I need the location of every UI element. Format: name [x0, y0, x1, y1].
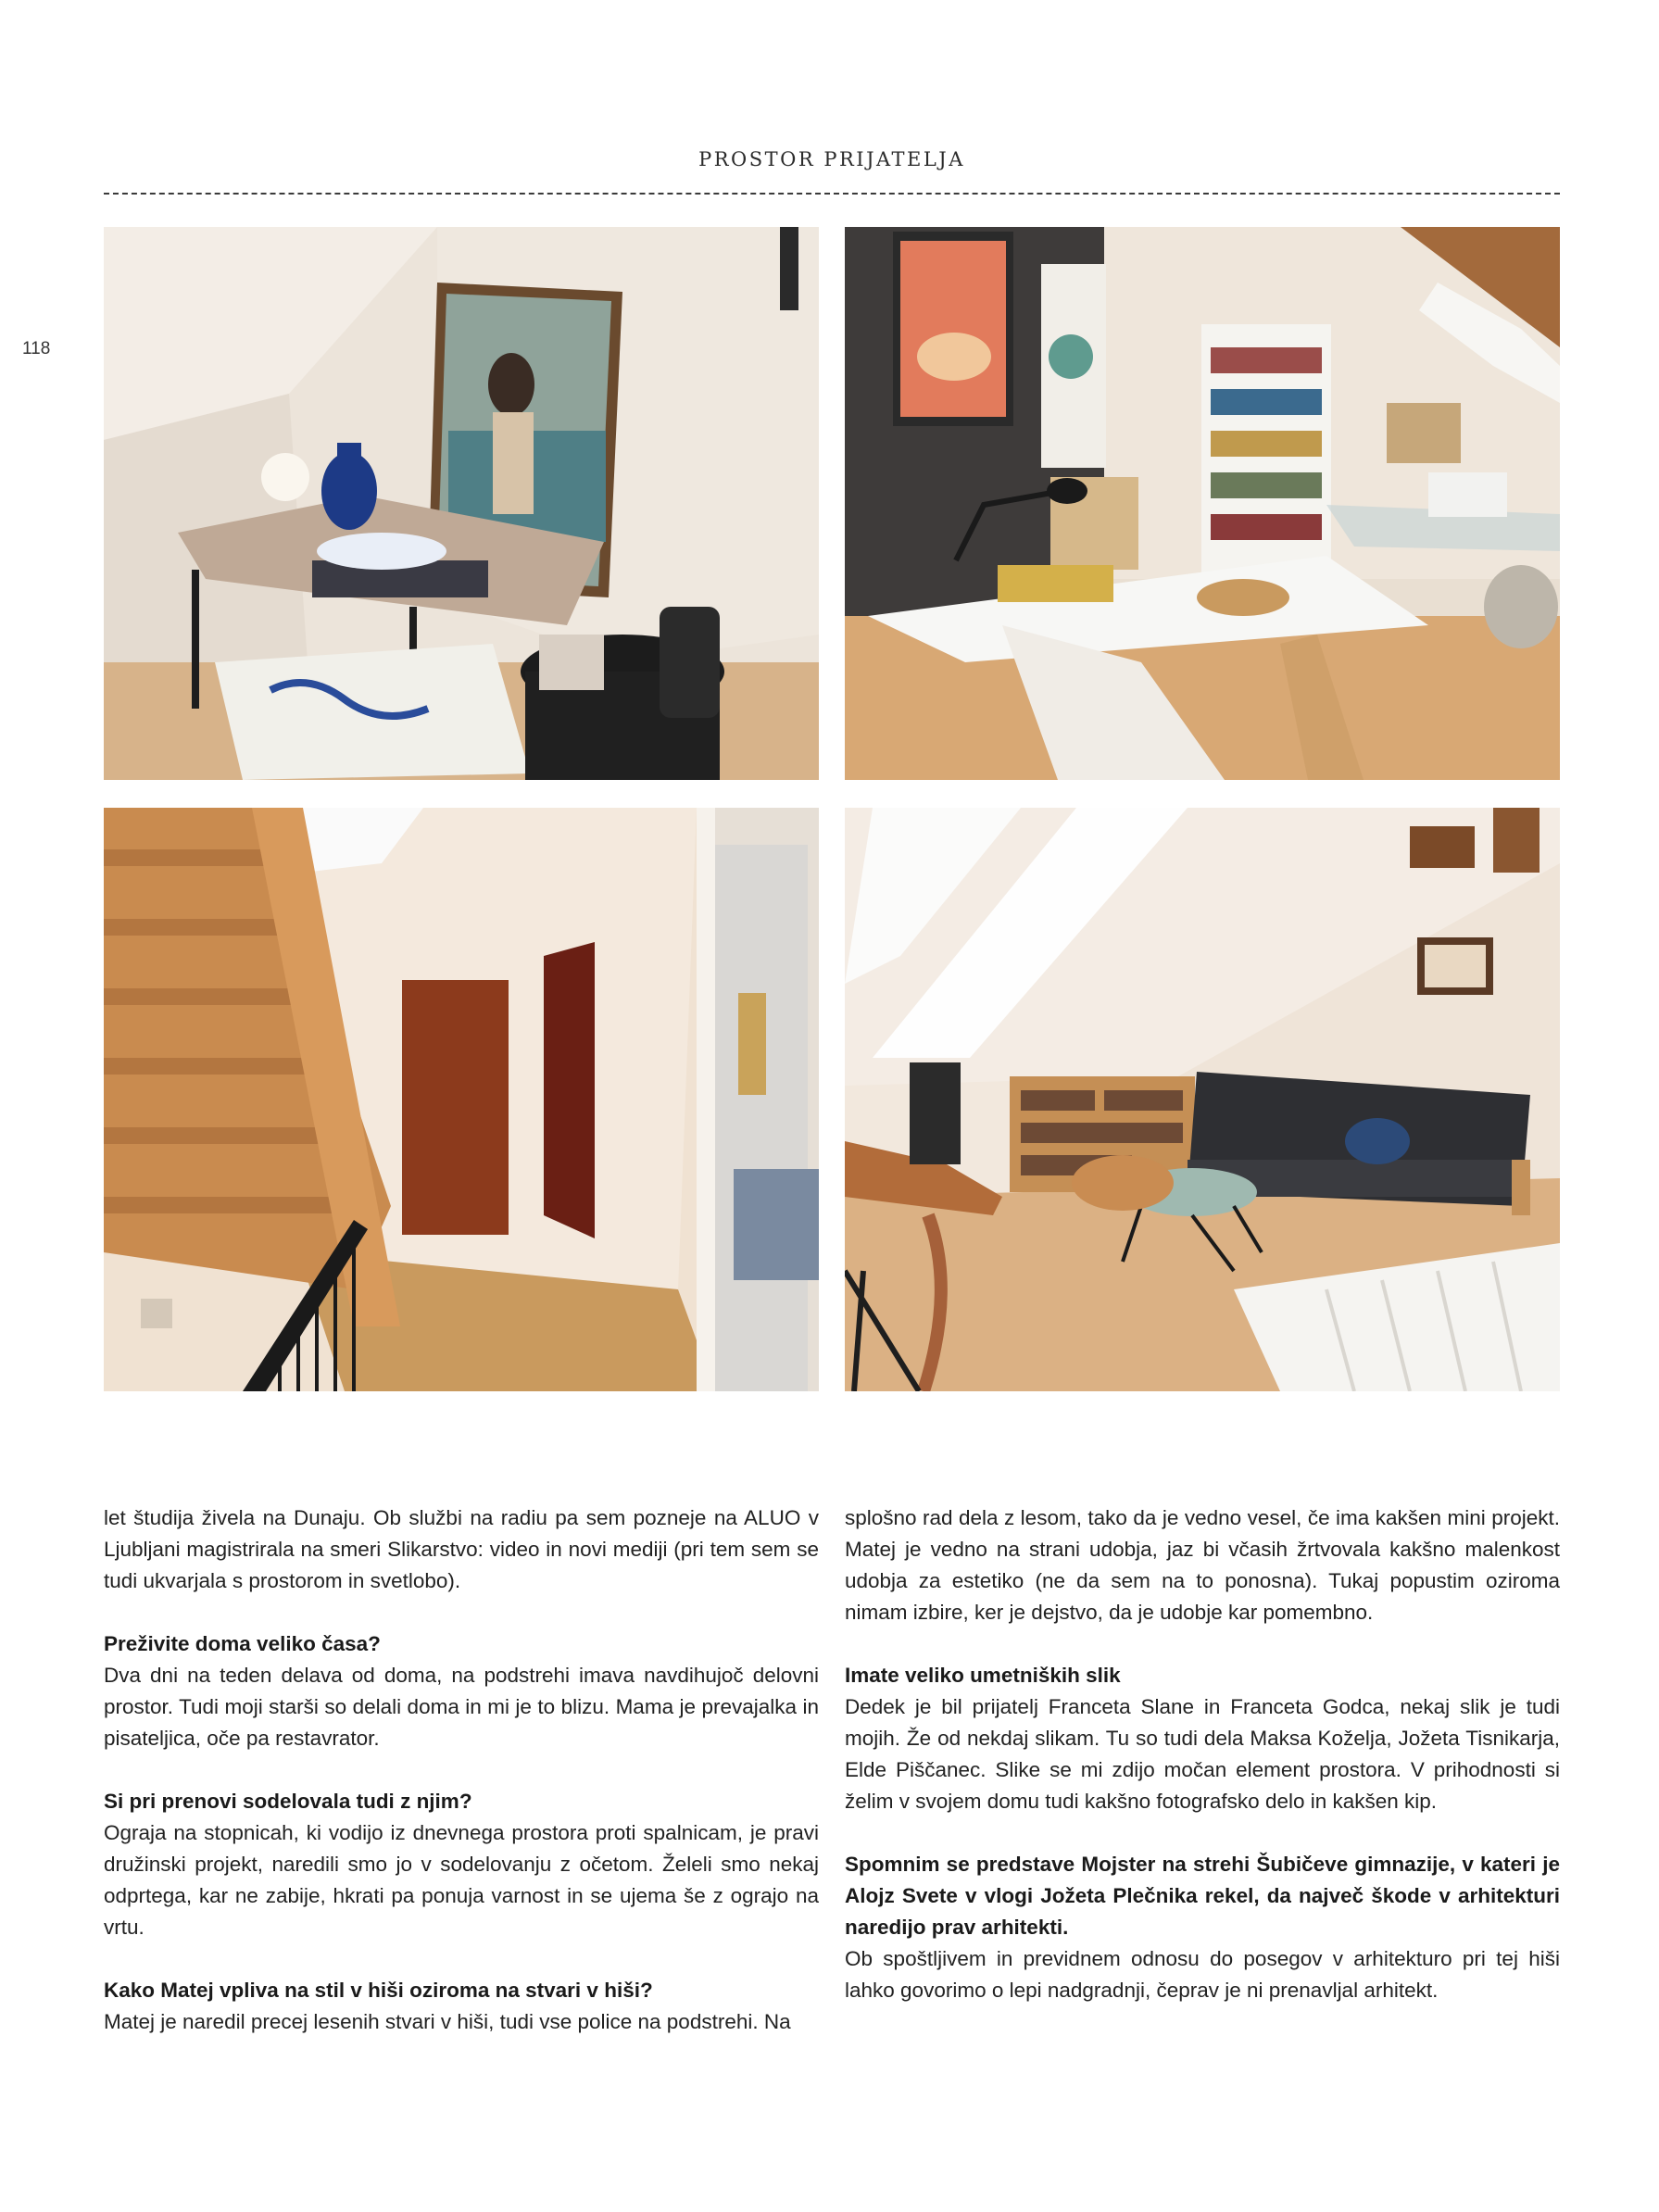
- interview-answer: Ograja na stopnicah, ki vodijo iz dnevnega prostora proti spalnicam, je pravi družinski projekt, naredili smo jo v sodelovanju z očetom. Želeli smo nekaj odprtega, kar ne zabije, hkrati pa ponuja varnost in se ujema še z ograjo na vrtu.: [104, 1821, 819, 1939]
- interview-question: Kako Matej vpliva na stil v hiši oziroma na stvari v hiši?: [104, 1979, 653, 2002]
- interview-question: Preživite doma veliko časa?: [104, 1632, 381, 1655]
- qa-block: [104, 1628, 819, 1754]
- interview-question: Imate veliko umetniških slik: [845, 1664, 1121, 1687]
- dashed-divider: [104, 193, 1560, 195]
- interview-question: Spomnim se predstave Mojster na strehi Šubičeve gimnazije, v kateri je Alojz Svete v vlogi Jožeta Plečnika rekel, da največ škode v arhitekturi naredijo prav arhitekti.: [845, 1853, 1560, 1939]
- qa-block: [845, 1849, 1560, 2006]
- page-number: 118: [22, 339, 51, 358]
- interview-answer: Ob spoštljivem in previdnem odnosu do posegov v arhitekturo pri tej hiši lahko govorimo o lepi nadgradnji, čeprav je ni prenavljal arhitekt.: [845, 1947, 1560, 2002]
- article-column-left: [104, 1502, 819, 2069]
- photo-side-table-with-painting: [104, 227, 819, 780]
- section-header: PROSTOR PRIJATELJA: [698, 148, 965, 170]
- photo-hallway-staircase: [104, 808, 819, 1391]
- interview-answer: Dedek je bil prijatelj Franceta Slane in Franceta Godca, nekaj slik je tudi mojih. Že od nekdaj slikam. Tu so tudi dela Maksa Koželja, Jožeta Tisnikarja, Elde Piščanec. Slike se mi zdijo močan element prostora. V prihodnosti si želim v svojem domu tudi kakšno fotografsko delo in kakšen kip.: [845, 1695, 1560, 1813]
- photo-attic-workspace: [845, 227, 1560, 780]
- qa-block: [845, 1660, 1560, 1817]
- interview-answer: Matej je naredil precej lesenih stvari v hiši, tudi vse police na podstrehi. Na: [104, 2010, 791, 2033]
- article-paragraph: splošno rad dela z lesom, tako da je vedno vesel, če ima kakšen mini projekt. Matej je vedno na strani udobja, jaz bi včasih žrtvovala kakšno malenkost udobja za estetiko (ne da sem na to ponosna). Tukaj popustim oziroma nimam izbire, ker je dejstvo, da je udobje kar pomembno.: [845, 1506, 1560, 1624]
- interview-question: Si pri prenovi sodelovala tudi z njim?: [104, 1790, 472, 1813]
- qa-block: [104, 1975, 819, 2038]
- photo-attic-lounge-sofa: [845, 808, 1560, 1391]
- interview-answer: Dva dni na teden delava od doma, na podstrehi imava navdihujoč delovni prostor. Tudi moji starši so delali doma in mi je to blizu. Mama je prevajalka in pisateljica, oče pa restavrator.: [104, 1664, 819, 1750]
- article-column-right: [845, 1502, 1560, 2038]
- article-paragraph: let študija živela na Dunaju. Ob službi na radiu pa sem pozneje na ALUO v Ljubljani magistrirala na smeri Slikarstvo: video in novi mediji (pri tem sem se tudi ukvarjala s prostorom in svetlobo).: [104, 1506, 819, 1592]
- qa-block: [104, 1786, 819, 1943]
